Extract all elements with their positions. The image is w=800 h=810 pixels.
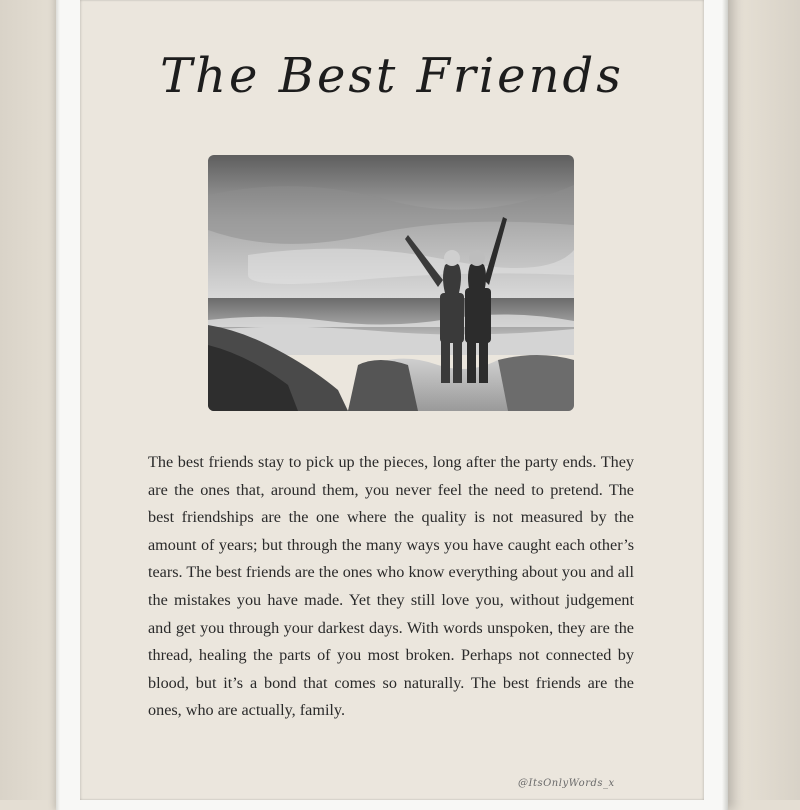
poster-title: The Best Friends <box>160 48 624 104</box>
poster-mat <box>80 0 704 800</box>
frame-left-edge <box>56 0 60 810</box>
frame-right-edge <box>722 0 728 810</box>
beach-photo-image <box>208 155 574 411</box>
artist-signature: @ItsOnlyWords_x <box>518 778 615 789</box>
beach-photo <box>208 155 574 411</box>
poster-body-text: The best friends stay to pick up the pieces, long after the party ends. They are the ones that, around them, you never feel the need to pretend. The best friendships are the one where the quality is not measured by the amount of years; but through the many ways you have caught each other’s tears. The best friends are the ones who know everything about you and all the mistakes you have made. Yet they still love you, without judgement and get you through your darkest days. With words unspoken, they are the thread, healing the parts of you most broken. Perhaps not connected by blood, but it’s a bond that comes so naturally. The best friends are the ones, who are actually, family. <box>148 453 634 720</box>
